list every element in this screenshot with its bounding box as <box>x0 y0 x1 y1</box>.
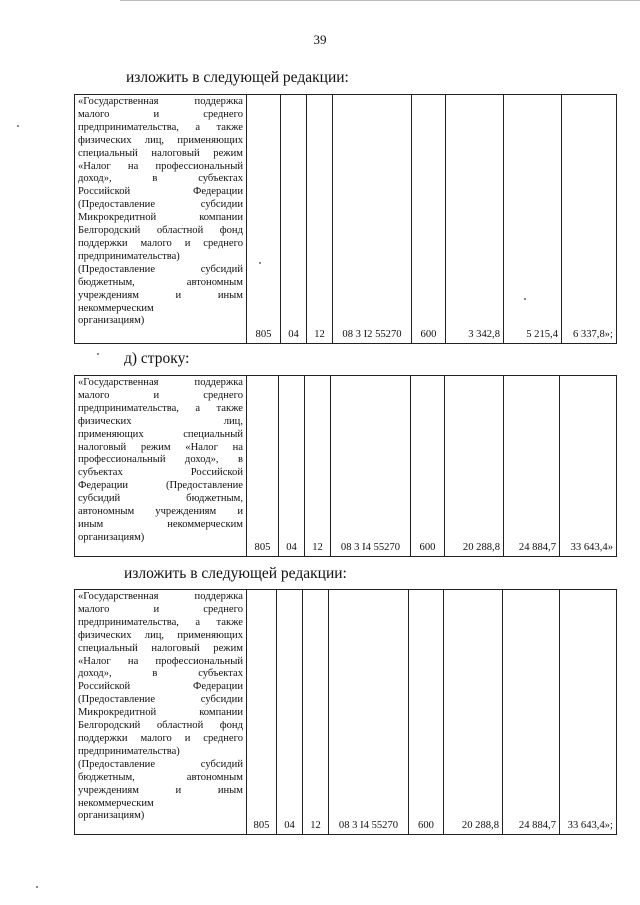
description-line: (Предоставление субсидий <box>78 263 243 275</box>
ministry-code-cell: 805 <box>247 95 281 344</box>
table-row <box>75 95 617 344</box>
description-line: организациям) <box>78 315 145 327</box>
description-line: предпринимательства, а также <box>78 616 243 628</box>
scan-speck <box>17 125 19 127</box>
description-line: профессиональный доход», в <box>78 454 243 466</box>
description-line: предпринимательства) <box>78 745 180 757</box>
description-line: (Предоставление субсидий <box>78 758 243 770</box>
heading-first: изложить в следующей редакции: <box>126 69 349 86</box>
description-line: применяющих специальный <box>78 428 243 440</box>
expense-type-cell: 600 <box>411 376 445 557</box>
amount-year-1-cell: 20 288,8 <box>445 376 504 557</box>
target-article-cell: 08 3 I4 55270 <box>331 376 411 557</box>
description-line: субъектах Российской <box>78 467 243 479</box>
amount-year-1-cell: 20 288,8 <box>444 590 503 835</box>
description-line: организациям) <box>78 531 145 543</box>
description-line: некоммерческим <box>78 797 154 809</box>
expense-type-cell: 600 <box>409 590 444 835</box>
description-line: «Государственная поддержка <box>78 96 243 107</box>
description-line: физических лиц, применяющих <box>78 134 243 146</box>
description-line: «Государственная поддержка <box>78 377 243 388</box>
description-line: физических лиц, применяющих <box>78 629 243 641</box>
description-line: физических лиц, <box>78 415 243 427</box>
subsection-code-cell: 12 <box>307 95 333 344</box>
description-line: учреждениям и иным <box>78 289 243 301</box>
description-line: Российской Федерации <box>78 186 243 198</box>
subsection-code-cell: 12 <box>303 590 329 835</box>
description-line: малого и среднего <box>78 108 243 120</box>
amount-year-3-cell: 6 337,8»; <box>562 95 617 344</box>
description-line: специальный налоговый режим <box>78 147 243 159</box>
description-line: малого и среднего <box>78 603 243 615</box>
amount-year-2-cell: 5 215,4 <box>504 95 562 344</box>
scan-speck <box>36 886 38 888</box>
description-cell <box>75 590 247 835</box>
description-line: (Предоставление субсидии <box>78 694 243 706</box>
description-line: «Государственная поддержка <box>78 591 243 602</box>
section-code-cell: 04 <box>279 376 305 557</box>
description-line: Белгородский областной фонд <box>78 720 243 732</box>
description-line: специальный налоговый режим <box>78 642 243 654</box>
table-row <box>75 376 617 557</box>
ministry-code-cell: 805 <box>247 590 277 835</box>
description-line: доход», в субъектах <box>78 173 243 185</box>
description-line: «Налог на профессиональный <box>78 655 243 667</box>
target-article-cell: 08 3 I4 55270 <box>329 590 409 835</box>
description-line: субсидий бюджетным, <box>78 493 243 505</box>
heading-third: изложить в следующей редакции: <box>124 565 347 582</box>
description-line: иным некоммерческим <box>78 518 243 530</box>
description-line: (Предоставление субсидии <box>78 199 243 211</box>
description-line: автономным учреждениям и <box>78 506 243 518</box>
scan-speck <box>259 262 261 264</box>
description-line: бюджетным, автономным <box>78 276 243 288</box>
description-line: Федерации (Предоставление <box>78 480 243 492</box>
subsection-code-cell: 12 <box>305 376 331 557</box>
budget-table-3 <box>74 589 617 835</box>
description-line: «Налог на профессиональный <box>78 160 243 172</box>
scan-edge-mark <box>120 0 640 1</box>
amount-year-2-cell: 24 884,7 <box>503 590 560 835</box>
description-line: поддержки малого и среднего <box>78 732 243 744</box>
page-number: 39 <box>313 32 327 47</box>
amount-year-1-cell: 3 342,8 <box>446 95 504 344</box>
description-line: налоговый режим «Налог на <box>78 441 243 453</box>
description-line: доход», в субъектах <box>78 668 243 680</box>
description-line: организациям) <box>78 810 145 822</box>
expense-type-cell: 600 <box>412 95 446 344</box>
description-line: предпринимательства) <box>78 250 180 262</box>
description-line: некоммерческим <box>78 302 154 314</box>
budget-table-2 <box>74 375 617 557</box>
description-line: Микрокредитной компании <box>78 707 243 719</box>
description-line: поддержки малого и среднего <box>78 237 243 249</box>
budget-table-1 <box>74 94 617 344</box>
table-row <box>75 590 617 835</box>
amount-year-3-cell: 33 643,4» <box>560 376 617 557</box>
description-line: Микрокредитной компании <box>78 212 243 224</box>
description-line: учреждениям и иным <box>78 784 243 796</box>
scan-speck <box>524 298 526 300</box>
description-line: Российской Федерации <box>78 681 243 693</box>
section-code-cell: 04 <box>281 95 307 344</box>
description-line: бюджетным, автономным <box>78 771 243 783</box>
description-cell <box>75 95 247 344</box>
target-article-cell: 08 3 I2 55270 <box>333 95 412 344</box>
amount-year-2-cell: 24 884,7 <box>504 376 560 557</box>
scan-speck <box>97 353 99 355</box>
section-code-cell: 04 <box>277 590 303 835</box>
ministry-code-cell: 805 <box>247 376 279 557</box>
heading-second: д) строку: <box>124 350 190 367</box>
description-line: Белгородский областной фонд <box>78 225 243 237</box>
description-line: предпринимательства, а также <box>78 402 243 414</box>
amount-year-3-cell: 33 643,4»; <box>560 590 617 835</box>
description-line: малого и среднего <box>78 389 243 401</box>
description-cell <box>75 376 247 557</box>
description-line: предпринимательства, а также <box>78 121 243 133</box>
